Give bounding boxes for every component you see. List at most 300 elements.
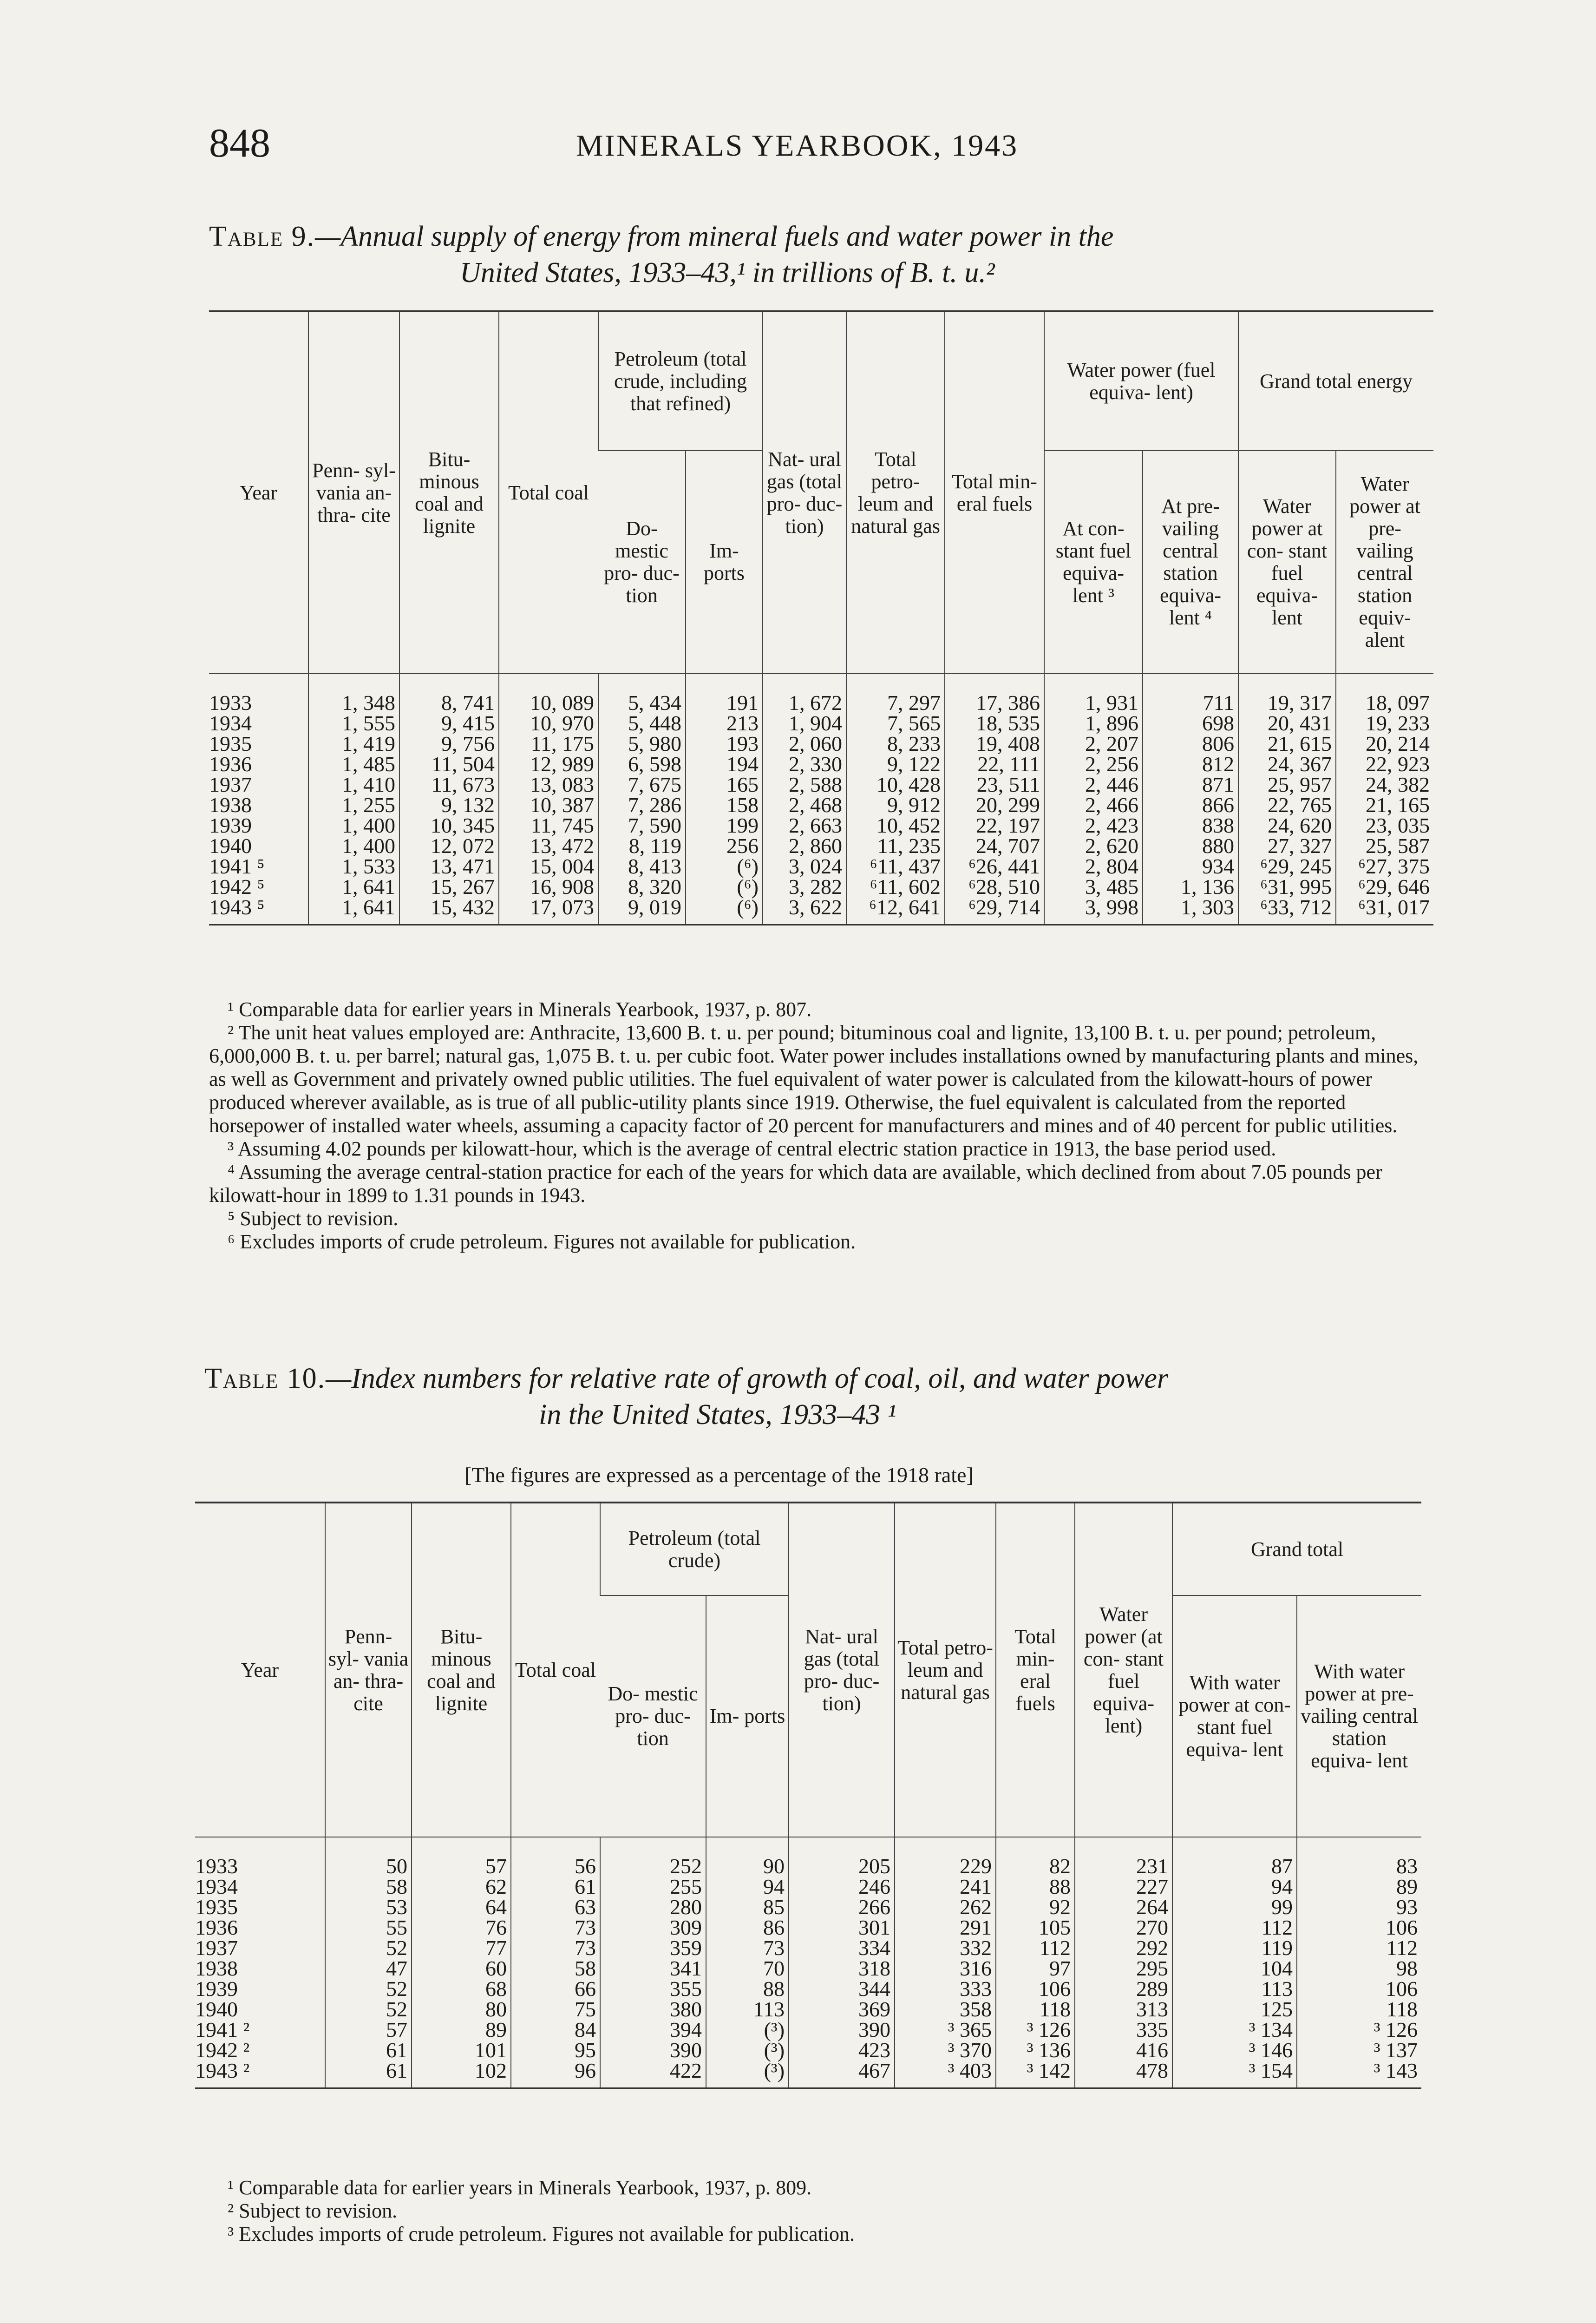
table-cell: 2, 663 [763, 815, 846, 836]
row-year: 1937 [209, 773, 252, 796]
table9-label: Table 9. [209, 221, 315, 252]
table-cell: 119 [1172, 1938, 1297, 1958]
table-cell: 3, 998 [1044, 897, 1143, 925]
table-cell: 96 [511, 2061, 600, 2088]
table-cell: ³ 403 [895, 2061, 996, 2088]
t9-header-water-constant: At con- stant fuel equiva- lent ³ [1044, 451, 1143, 674]
table-cell: ³ 126 [996, 2020, 1075, 2040]
table-cell: 266 [789, 1897, 895, 1917]
table-cell: 2, 330 [763, 754, 846, 774]
t9-header-total-petroleum-gas: Total petro- leum and natural gas [846, 311, 945, 674]
table-row [209, 674, 1433, 713]
table-cell: 61 [511, 1877, 600, 1897]
table-cell: 58 [325, 1877, 412, 1897]
table-cell: 15, 267 [399, 877, 499, 897]
row-year: 1936 [195, 1916, 238, 1939]
table-cell: 9, 912 [846, 795, 945, 815]
t9-header-total-coal: Total coal [499, 311, 598, 674]
footnote: ¹ Comparable data for earlier years in Minerals Yearbook, 1937, p. 809. [228, 2176, 812, 2199]
table-cell: 1, 641 [308, 897, 399, 925]
table-cell: 292 [1075, 1938, 1172, 1958]
footnote: ⁴ Assuming the average central-station practice for each of the years for which data are available, which declined from about 7.05 pounds per kilowatt-hour in 1899 to 1.31 pounds in 1943. [209, 1161, 1382, 1207]
t10-header-grand-prevailing: With water power at pre- vailing central station equiva- lent [1297, 1595, 1421, 1837]
table-cell: 280 [600, 1897, 706, 1917]
t9-header-anthracite: Penn- syl- vania an- thra- cite [308, 311, 399, 674]
table-cell: 6, 598 [598, 754, 686, 774]
table-cell: 11, 745 [499, 815, 598, 836]
table-cell: 55 [325, 1917, 412, 1938]
table-cell: 335 [1075, 2020, 1172, 2040]
footnote: ³ Assuming 4.02 pounds per kilowatt-hour, which is the average of central electric station practice in 1913, the base period used. [228, 1137, 1276, 1160]
table-cell: 64 [412, 1897, 511, 1917]
table-cell: 73 [511, 1917, 600, 1938]
table-cell: 63 [511, 1897, 600, 1917]
table-cell: 80 [412, 1999, 511, 2020]
table-cell: 229 [895, 1837, 996, 1877]
row-year: 1940 [195, 1997, 238, 2021]
table-cell: 1, 303 [1143, 897, 1238, 925]
table-cell: 87 [1172, 1837, 1297, 1877]
table-row [209, 897, 1433, 925]
table-cell: 50 [325, 1837, 412, 1877]
table-cell: 68 [412, 1979, 511, 1999]
table-cell: 423 [789, 2040, 895, 2061]
table-cell: 355 [600, 1979, 706, 1999]
table-cell: 8, 233 [846, 734, 945, 754]
table10-label: Table 10. [204, 1363, 326, 1394]
table-cell: 21, 615 [1238, 734, 1336, 754]
table-cell: 112 [996, 1938, 1075, 1958]
table-cell: 199 [686, 815, 763, 836]
table-cell: 394 [600, 2020, 706, 2040]
table-row [209, 836, 1433, 856]
table-cell: 20, 431 [1238, 713, 1336, 734]
table-cell: ³ 137 [1297, 2040, 1421, 2061]
table-cell: 309 [600, 1917, 706, 1938]
table-cell: 359 [600, 1938, 706, 1958]
table-cell: 11, 235 [846, 836, 945, 856]
table-cell: ⁶33, 712 [1238, 897, 1336, 925]
table-cell: 246 [789, 1877, 895, 1897]
table-cell: 17, 386 [945, 674, 1044, 713]
table-cell: 60 [412, 1958, 511, 1979]
table-cell: 264 [1075, 1897, 1172, 1917]
table-cell: 1, 136 [1143, 877, 1238, 897]
table-cell: 47 [325, 1958, 412, 1979]
row-year: 1939 [195, 1977, 238, 2001]
table-row [209, 713, 1433, 734]
table-cell: (⁶) [686, 897, 763, 925]
t10-header-grand-total: Grand total [1172, 1503, 1421, 1595]
table-cell: 241 [895, 1877, 996, 1897]
row-year: 1940 [209, 834, 252, 858]
table-cell: 1, 485 [308, 754, 399, 774]
t9-header-grand-constant: Water power at con- stant fuel equiva- lent [1238, 451, 1336, 674]
table-cell: 231 [1075, 1837, 1172, 1877]
table9-title-line1: —Annual supply of energy from mineral fuels and water power in the [315, 221, 1114, 252]
table9-footnotes [209, 998, 1433, 1253]
table-cell: 1, 410 [308, 774, 399, 795]
table-cell: 66 [511, 1979, 600, 1999]
table-cell: 262 [895, 1897, 996, 1917]
table-cell: 1, 348 [308, 674, 399, 713]
table-cell: 113 [706, 1999, 789, 2020]
table-cell: 698 [1143, 713, 1238, 734]
table-cell: (³) [706, 2020, 789, 2040]
table10-subtitle: [The figures are expressed as a percentage of the 1918 rate] [464, 1463, 974, 1487]
table-cell: 478 [1075, 2061, 1172, 2088]
table-cell: 334 [789, 1938, 895, 1958]
table-cell: 2, 620 [1044, 836, 1143, 856]
table-cell: 112 [1172, 1917, 1297, 1938]
table-cell: 113 [1172, 1979, 1297, 1999]
table-cell: 10, 345 [399, 815, 499, 836]
table-cell: ⁶28, 510 [945, 877, 1044, 897]
t10-header-domestic: Do- mestic pro- duc- tion [600, 1595, 706, 1837]
t9-header-grand-total: Grand total energy [1238, 311, 1433, 451]
row-year: 1938 [209, 793, 252, 817]
table-cell: 295 [1075, 1958, 1172, 1979]
footnote: ³ Excludes imports of crude petroleum. Figures not available for publication. [228, 2223, 855, 2245]
table-cell: 125 [1172, 1999, 1297, 2020]
table-cell: 18, 535 [945, 713, 1044, 734]
table-cell: 118 [1297, 1999, 1421, 2020]
table-cell: 5, 434 [598, 674, 686, 713]
table-row [195, 1938, 1421, 1958]
table-row [209, 856, 1433, 877]
table-cell: 86 [706, 1917, 789, 1938]
table-cell: 22, 197 [945, 815, 1044, 836]
table-cell: 24, 367 [1238, 754, 1336, 774]
table-cell: 24, 382 [1336, 774, 1433, 795]
table-cell: (³) [706, 2061, 789, 2088]
table9-caption [209, 218, 1435, 291]
table-cell: 19, 317 [1238, 674, 1336, 713]
table-cell: 22, 111 [945, 754, 1044, 774]
table-cell: 255 [600, 1877, 706, 1897]
table-cell: 20, 299 [945, 795, 1044, 815]
page-number: 848 [209, 121, 270, 166]
table-cell: 61 [325, 2040, 412, 2061]
table-cell: 10, 387 [499, 795, 598, 815]
table-cell: ³ 134 [1172, 2020, 1297, 2040]
row-year: 1933 [209, 691, 252, 715]
table-cell: 9, 019 [598, 897, 686, 925]
t9-header-natural-gas: Nat- ural gas (total pro- duc- tion) [763, 311, 846, 674]
table-cell: 83 [1297, 1837, 1421, 1877]
t10-header-water-power: Water power (at con- stant fuel equiva- lent) [1075, 1503, 1172, 1837]
table-cell: 812 [1143, 754, 1238, 774]
table-cell: 27, 327 [1238, 836, 1336, 856]
table-row [195, 1999, 1421, 2020]
table-cell: 13, 471 [399, 856, 499, 877]
table-cell: 118 [996, 1999, 1075, 2020]
t9-header-bituminous: Bitu- minous coal and lignite [399, 311, 499, 674]
row-year: 1936 [209, 752, 252, 776]
table-cell: 102 [412, 2061, 511, 2088]
row-year: 1935 [195, 1895, 238, 1919]
table-cell: 22, 923 [1336, 754, 1433, 774]
table-cell: ⁶11, 437 [846, 856, 945, 877]
table-cell: 344 [789, 1979, 895, 1999]
footnote: ⁵ Subject to revision. [228, 1207, 399, 1230]
table-cell: 17, 073 [499, 897, 598, 925]
table-cell: 358 [895, 1999, 996, 2020]
table-cell: 422 [600, 2061, 706, 2088]
table-cell: 301 [789, 1917, 895, 1938]
table-cell: 23, 511 [945, 774, 1044, 795]
table-cell: 5, 448 [598, 713, 686, 734]
table-cell: 390 [600, 2040, 706, 2061]
table-cell: 106 [1297, 1917, 1421, 1938]
t9-header-water-power: Water power (fuel equiva- lent) [1044, 311, 1238, 451]
table-cell: 711 [1143, 674, 1238, 713]
table-cell: 2, 466 [1044, 795, 1143, 815]
table-cell: 82 [996, 1837, 1075, 1877]
table-cell: 11, 504 [399, 754, 499, 774]
t9-header-grand-prevailing: Water power at pre- vailing central station equiv- alent [1336, 451, 1433, 674]
table-cell: 316 [895, 1958, 996, 1979]
table-cell: 2, 423 [1044, 815, 1143, 836]
table-cell: 866 [1143, 795, 1238, 815]
table-cell: 1, 931 [1044, 674, 1143, 713]
table-cell: ⁶26, 441 [945, 856, 1044, 877]
table-cell: ⁶31, 995 [1238, 877, 1336, 897]
table-row [209, 877, 1433, 897]
table-cell: 11, 175 [499, 734, 598, 754]
table-cell: 19, 233 [1336, 713, 1433, 734]
table-cell: 10, 089 [499, 674, 598, 713]
table-cell: 9, 132 [399, 795, 499, 815]
table-cell: 77 [412, 1938, 511, 1958]
table-cell: 1, 896 [1044, 713, 1143, 734]
t9-header-total-mineral: Total min- eral fuels [945, 311, 1044, 674]
table-cell: 15, 432 [399, 897, 499, 925]
table-cell: ³ 146 [1172, 2040, 1297, 2061]
table-row [195, 1958, 1421, 1979]
table-cell: 333 [895, 1979, 996, 1999]
table-cell: 93 [1297, 1897, 1421, 1917]
table-cell: 1, 400 [308, 836, 399, 856]
table-row [195, 1897, 1421, 1917]
table-cell: 2, 804 [1044, 856, 1143, 877]
table-cell: 25, 957 [1238, 774, 1336, 795]
table-cell: 22, 765 [1238, 795, 1336, 815]
row-year: 1942 ² [195, 2038, 250, 2062]
table-cell: ³ 143 [1297, 2061, 1421, 2088]
table-cell: 52 [325, 1979, 412, 1999]
table-cell: 99 [1172, 1897, 1297, 1917]
table-cell: 57 [412, 1837, 511, 1877]
table-cell: 1, 400 [308, 815, 399, 836]
table-cell: 94 [706, 1877, 789, 1897]
table-cell: 390 [789, 2020, 895, 2040]
table-row [209, 754, 1433, 774]
row-year: 1943 ⁵ [209, 897, 308, 925]
table-cell: 3, 282 [763, 877, 846, 897]
table-cell: 105 [996, 1917, 1075, 1938]
table-row [209, 815, 1433, 836]
t9-header-petroleum: Petroleum (total crude, including that refined) [598, 311, 763, 451]
table-cell: 90 [706, 1837, 789, 1877]
table-cell: 8, 320 [598, 877, 686, 897]
table10-title-line1: —Index numbers for relative rate of growth of coal, oil, and water power [326, 1363, 1169, 1394]
table-cell: 213 [686, 713, 763, 734]
row-year: 1934 [195, 1875, 238, 1898]
t10-header-year: Year [195, 1503, 325, 1837]
table-cell: ³ 136 [996, 2040, 1075, 2061]
row-year: 1943 ² [195, 2061, 325, 2088]
table-cell: 95 [511, 2040, 600, 2061]
table-cell: 13, 083 [499, 774, 598, 795]
table-cell: 53 [325, 1897, 412, 1917]
table9-title-line2: United States, 1933–43,¹ in trillions of B. t. u.² [460, 257, 995, 289]
page-header [209, 120, 1426, 176]
table-cell: 15, 004 [499, 856, 598, 877]
table-cell: 341 [600, 1958, 706, 1979]
table-cell: 9, 415 [399, 713, 499, 734]
footnote: ² The unit heat values employed are: Anthracite, 13,600 B. t. u. per pound; bituminous coal and lignite, 13,100 B. t. u. per pound; petroleum, 6,000,000 B. t. u. per barrel; natural gas, 1,075 B. t. u. per cubic foot. Water power includes installations owned by manufacturing plants and mines, as well as Government and privately owned public utilities. The fuel equivalent of water power is calculated from the kilowatt-hours of power produced wherever available, as is true of all public-utility plants since 1919. Otherwise, the fuel equivalent is calculated from the reported horsepower of installed water wheels, assuming a capacity factor of 20 percent for manufacturers and mines and of 40 percent for public utilities. [209, 1021, 1419, 1137]
table-cell: 1, 533 [308, 856, 399, 877]
table-cell: 104 [1172, 1958, 1297, 1979]
table-cell: 2, 468 [763, 795, 846, 815]
table-cell: 10, 970 [499, 713, 598, 734]
table-cell: 256 [686, 836, 763, 856]
table-cell: 24, 707 [945, 836, 1044, 856]
table-cell: ⁶12, 641 [846, 897, 945, 925]
row-year: 1934 [209, 711, 252, 735]
table-cell: 871 [1143, 774, 1238, 795]
table-cell: 85 [706, 1897, 789, 1917]
table-cell: 1, 255 [308, 795, 399, 815]
table-cell: 2, 256 [1044, 754, 1143, 774]
table-cell: 193 [686, 734, 763, 754]
table-cell: 252 [600, 1837, 706, 1877]
table-cell: 5, 980 [598, 734, 686, 754]
table-cell: 2, 207 [1044, 734, 1143, 754]
table-row [209, 795, 1433, 815]
table-cell: 10, 452 [846, 815, 945, 836]
table-cell: 18, 097 [1336, 674, 1433, 713]
table-row [195, 2020, 1421, 2040]
table-cell: 84 [511, 2020, 600, 2040]
table-row [209, 734, 1433, 754]
t10-header-grand-constant: With water power at con- stant fuel equiva- lent [1172, 1595, 1297, 1837]
table-cell: 416 [1075, 2040, 1172, 2061]
table-cell: 92 [996, 1897, 1075, 1917]
table10-body [195, 1837, 1421, 2088]
table-cell: 2, 860 [763, 836, 846, 856]
table-cell: 165 [686, 774, 763, 795]
table-cell: ⁶31, 017 [1336, 897, 1433, 925]
t9-header-year: Year [209, 311, 308, 674]
table-cell: 9, 756 [399, 734, 499, 754]
table-cell: 806 [1143, 734, 1238, 754]
table-cell: 56 [511, 1837, 600, 1877]
row-year: 1939 [209, 814, 252, 837]
table-cell: ⁶29, 714 [945, 897, 1044, 925]
row-year: 1942 ⁵ [209, 875, 265, 899]
table-cell: 73 [706, 1938, 789, 1958]
table-row [195, 1837, 1421, 1877]
table-cell: 7, 675 [598, 774, 686, 795]
table-cell: 101 [412, 2040, 511, 2061]
table-row [195, 2040, 1421, 2061]
row-year: 1933 [195, 1854, 238, 1878]
table-cell: 62 [412, 1877, 511, 1897]
table-cell: 1, 641 [308, 877, 399, 897]
t10-header-imports: Im- ports [706, 1595, 789, 1837]
table-cell: (⁶) [686, 877, 763, 897]
table-cell: 12, 989 [499, 754, 598, 774]
table-cell: ³ 126 [1297, 2020, 1421, 2040]
table-cell: 318 [789, 1958, 895, 1979]
table-cell: ⁶29, 646 [1336, 877, 1433, 897]
table-cell: ³ 370 [895, 2040, 996, 2061]
table-cell: 2, 588 [763, 774, 846, 795]
table-cell: 52 [325, 1938, 412, 1958]
table-cell: 2, 060 [763, 734, 846, 754]
table-cell: 89 [1297, 1877, 1421, 1897]
table9-body [209, 674, 1433, 925]
table-cell: 106 [996, 1979, 1075, 1999]
table-cell: ³ 365 [895, 2020, 996, 2040]
table-cell: 838 [1143, 815, 1238, 836]
t10-header-petroleum: Petroleum (total crude) [600, 1503, 789, 1595]
table-cell: 313 [1075, 1999, 1172, 2020]
table-cell: 76 [412, 1917, 511, 1938]
t9-header-domestic: Do- mestic pro- duc- tion [598, 451, 686, 674]
t10-header-total-mineral: Total min- eral fuels [996, 1503, 1075, 1837]
table-row [195, 2061, 1421, 2088]
table-cell: ⁶11, 602 [846, 877, 945, 897]
table-cell: 75 [511, 1999, 600, 2020]
table-cell: 13, 472 [499, 836, 598, 856]
table-cell: 8, 119 [598, 836, 686, 856]
t10-header-natural-gas: Nat- ural gas (total pro- duc- tion) [789, 1503, 895, 1837]
table-cell: 369 [789, 1999, 895, 2020]
table-cell: ⁶29, 245 [1238, 856, 1336, 877]
running-title: MINERALS YEARBOOK, 1943 [576, 129, 1019, 163]
table9 [209, 310, 1433, 925]
table-cell: 12, 072 [399, 836, 499, 856]
table10-footnotes [209, 2176, 1433, 2246]
t10-header-bituminous: Bitu- minous coal and lignite [412, 1503, 511, 1837]
table10-title-line2: in the United States, 1933–43 ¹ [539, 1399, 896, 1431]
table-cell: 8, 741 [399, 674, 499, 713]
row-year: 1941 ⁵ [209, 854, 265, 878]
table-cell: 7, 590 [598, 815, 686, 836]
table10 [195, 1502, 1421, 2089]
footnote: ⁶ Excludes imports of crude petroleum. Figures not available for publication. [228, 1230, 856, 1253]
table-row [195, 1877, 1421, 1897]
table-cell: 205 [789, 1837, 895, 1877]
footnote: ² Subject to revision. [228, 2199, 398, 2222]
t9-header-water-prevailing: At pre- vailing central station equiva- lent ⁴ [1143, 451, 1238, 674]
table-cell: 89 [412, 2020, 511, 2040]
table10-caption [204, 1360, 1431, 1433]
t10-header-total-coal: Total coal [511, 1503, 600, 1837]
table-cell: 291 [895, 1917, 996, 1938]
table-cell: 97 [996, 1958, 1075, 1979]
table-cell: 1, 419 [308, 734, 399, 754]
table-cell: 11, 673 [399, 774, 499, 795]
table-cell: 9, 122 [846, 754, 945, 774]
table-cell: 332 [895, 1938, 996, 1958]
table-cell: 20, 214 [1336, 734, 1433, 754]
t9-header-imports: Im- ports [686, 451, 763, 674]
footnote: ¹ Comparable data for earlier years in Minerals Yearbook, 1937, p. 807. [228, 998, 812, 1021]
